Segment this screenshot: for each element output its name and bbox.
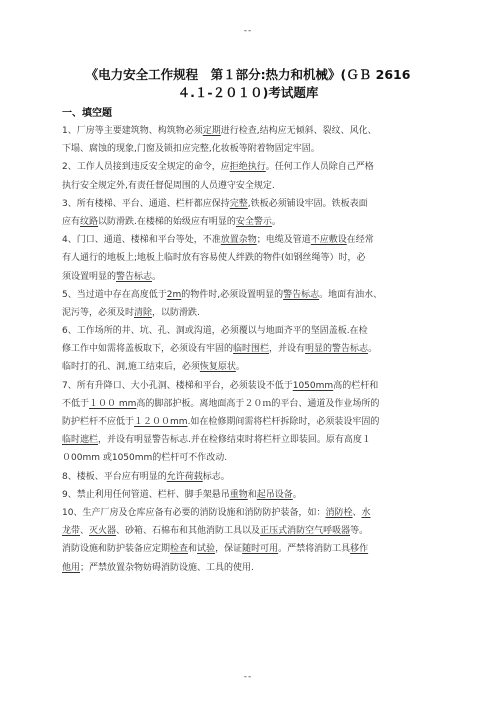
- answer-blank: 试验: [197, 544, 216, 555]
- line-text: ０00mm 或1050mm的栏杆可不作改动.: [62, 453, 228, 464]
- text-line: [62, 559, 434, 577]
- answer-blank: 灭火器: [89, 526, 117, 537]
- line-text: 。: [271, 216, 281, 227]
- text-line: [62, 522, 434, 540]
- document-title: [48, 66, 448, 102]
- line-text: 10、生产厂房及仓库应备有必要的消防设施和消防防护装备，如：: [62, 507, 326, 518]
- text-line: [62, 340, 434, 358]
- page-mark-bottom: --: [243, 672, 253, 682]
- line-text: ；严禁放置杂物妨碍消防设施、工具的使用.: [80, 562, 254, 573]
- text-line: [62, 449, 434, 467]
- text-line: [62, 195, 434, 213]
- answer-blank: 安全警示: [235, 216, 272, 227]
- line-text: 进行检查,结构应无倾斜、裂纹、风化、: [220, 126, 377, 136]
- line-text: 在经常: [346, 235, 374, 246]
- answer-blank: 不应敷设: [310, 235, 347, 246]
- line-text: 须设置明显的: [62, 271, 117, 282]
- line-text: 下塌、腐蚀的现象,门窗及锁扣应完整,化妆板等附着物固定牢固。: [62, 144, 320, 155]
- line-text: 。任何工作人员除自己严格: [265, 162, 374, 173]
- answer-blank: 拒绝执行: [229, 162, 266, 173]
- line-text: 等。: [350, 526, 369, 537]
- text-line: [62, 486, 434, 504]
- line-text: 防护栏杆不应低于: [62, 417, 135, 427]
- text-line: [62, 249, 434, 267]
- answer-blank: 恢复原状: [199, 362, 236, 373]
- answer-blank: １００ mm: [89, 398, 137, 409]
- text-line: [62, 268, 434, 286]
- text-line: [62, 286, 434, 304]
- text-line: [62, 158, 434, 176]
- line-text: 。: [152, 271, 162, 282]
- line-text: 的物件时,必须设置明显的: [181, 289, 284, 300]
- line-text: 临时打的孔、洞,施工结束后，必须: [62, 362, 200, 373]
- answer-blank: 起吊设备: [256, 489, 293, 500]
- line-text: 。: [368, 344, 378, 355]
- line-text: ,铁板必须铺设牢固。铁板表面: [247, 198, 368, 209]
- page-mark-top: --: [243, 26, 253, 36]
- text-line: [62, 540, 434, 558]
- line-text: 。地面有油水、: [319, 289, 383, 300]
- answer-blank: 警告标志: [283, 289, 320, 300]
- line-text: 和: [247, 489, 257, 500]
- answer-blank: 清除: [134, 307, 153, 318]
- answer-blank: 移作: [350, 544, 369, 555]
- line-text: 以防滑跌.在楼梯的始级应有明显的: [98, 216, 236, 227]
- line-text: 泥污等，必须及时: [62, 307, 135, 318]
- answer-blank: 放置杂物: [220, 235, 257, 246]
- line-text: 修工作中如需将盖板取下，必须设有牢固的: [62, 344, 234, 355]
- line-text: 5、当过道中存在高度低于: [62, 289, 167, 300]
- answer-blank: 临时围栏: [233, 344, 270, 355]
- line-text: 8、楼板、平台应有明显的: [62, 471, 167, 482]
- answer-blank: 完整: [229, 198, 248, 209]
- answer-blank: 允许荷载: [166, 471, 203, 482]
- line-text: 3、所有楼梯、平台、通道、栏杆都应保持: [62, 198, 230, 209]
- line-text: 标志。: [202, 471, 230, 482]
- text-line: [62, 504, 434, 522]
- line-text: 高的脚部护板。离地面高于２０ｍ的平台、通道及作业场所的: [136, 398, 380, 409]
- text-line: [62, 177, 434, 195]
- answer-blank: 警告标志: [116, 271, 153, 282]
- line-text: ，并设有明显警告标志.并在检修结束时将栏杆立即装回。原有高度１: [98, 435, 371, 446]
- answer-blank: 随时可用: [242, 544, 279, 555]
- line-text: ，并设有: [269, 344, 306, 355]
- text-line: [62, 322, 434, 340]
- text-line: [62, 213, 434, 231]
- line-text: 有人通行的地板上;地板上临时放有容易使人绊跌的物件(如钢丝绳等）时，必: [62, 253, 366, 264]
- answer-blank: 纹路: [80, 216, 99, 227]
- question-list: [62, 122, 434, 577]
- line-text: 、: [352, 507, 362, 518]
- text-line: [62, 140, 434, 158]
- answer-blank: 检查: [170, 544, 189, 555]
- answer-blank: 正压式消防空气呼吸器: [260, 526, 351, 537]
- line-text: 1、厂房等主要建筑物、构筑物必须: [62, 126, 203, 136]
- answer-blank: 重物: [229, 489, 248, 500]
- text-line: [62, 413, 434, 431]
- answer-blank: 龙带: [62, 526, 81, 537]
- line-text: 7、所有升降口、大小孔洞、楼梯和平台，必须装设不低于: [62, 380, 293, 391]
- section-heading: 一、填空题: [62, 108, 112, 119]
- line-text: 高的栏杆和: [333, 380, 379, 391]
- line-text: 和: [188, 544, 198, 555]
- line-text: 。: [235, 362, 245, 373]
- line-text: 不低于: [62, 398, 90, 409]
- answer-blank: 临时遮栏: [62, 435, 99, 446]
- line-text: 2、工作人员接到违反安全规定的命令，应: [62, 162, 230, 173]
- line-text: .如在检修期间需将栏杆拆除时，必须装设牢固的: [187, 417, 380, 427]
- line-text: 6、工作场所的井、坑、孔、洞或沟道，必须覆以与地面齐平的坚固盖板.在检: [62, 326, 368, 337]
- answer-blank: 水: [361, 507, 371, 518]
- line-text: 、砂箱、石棉布和其他消防工具以及: [116, 526, 261, 537]
- line-text: 、: [80, 526, 90, 537]
- line-text: 。: [292, 489, 302, 500]
- text-line: [62, 468, 434, 486]
- answer-blank: 1050mm: [292, 380, 334, 391]
- text-line: [62, 395, 434, 413]
- line-text: 应有: [62, 216, 81, 227]
- line-text: 消防设施和防护装备应定期: [62, 544, 171, 555]
- line-text: 9、禁止利用任何管道、栏杆、脚手架悬吊: [62, 489, 230, 500]
- answer-blank: 他用: [62, 562, 81, 573]
- answer-blank: 消防栓: [325, 507, 353, 518]
- title-line-1: 《电力安全工作规程 第１部分:热力和机械》(ＧＢ 2616: [85, 67, 411, 82]
- answer-blank: 2m: [166, 289, 182, 300]
- line-text: ，保证: [215, 544, 243, 555]
- line-text: 。严禁将消防工具: [278, 544, 351, 555]
- text-line: [62, 358, 434, 376]
- answer-blank: １２００mm: [134, 417, 188, 427]
- text-line: [62, 431, 434, 449]
- line-text: 执行安全规定外,有责任督促周围的人员遵守安全规定.: [62, 180, 275, 191]
- text-line: [62, 122, 434, 140]
- line-text: ；电缆及管道: [256, 235, 311, 246]
- line-text: ，以防滑跌.: [152, 307, 200, 318]
- text-line: [62, 304, 434, 322]
- title-line-2: ４.１-２０１０)考试题库: [177, 85, 319, 100]
- text-line: [62, 231, 434, 249]
- text-line: [62, 377, 434, 395]
- line-text: 4、门口、通道、楼梯和平台等处，不准: [62, 235, 221, 246]
- answer-blank: 明显的警告标志: [305, 344, 369, 355]
- answer-blank: 定期: [202, 126, 221, 136]
